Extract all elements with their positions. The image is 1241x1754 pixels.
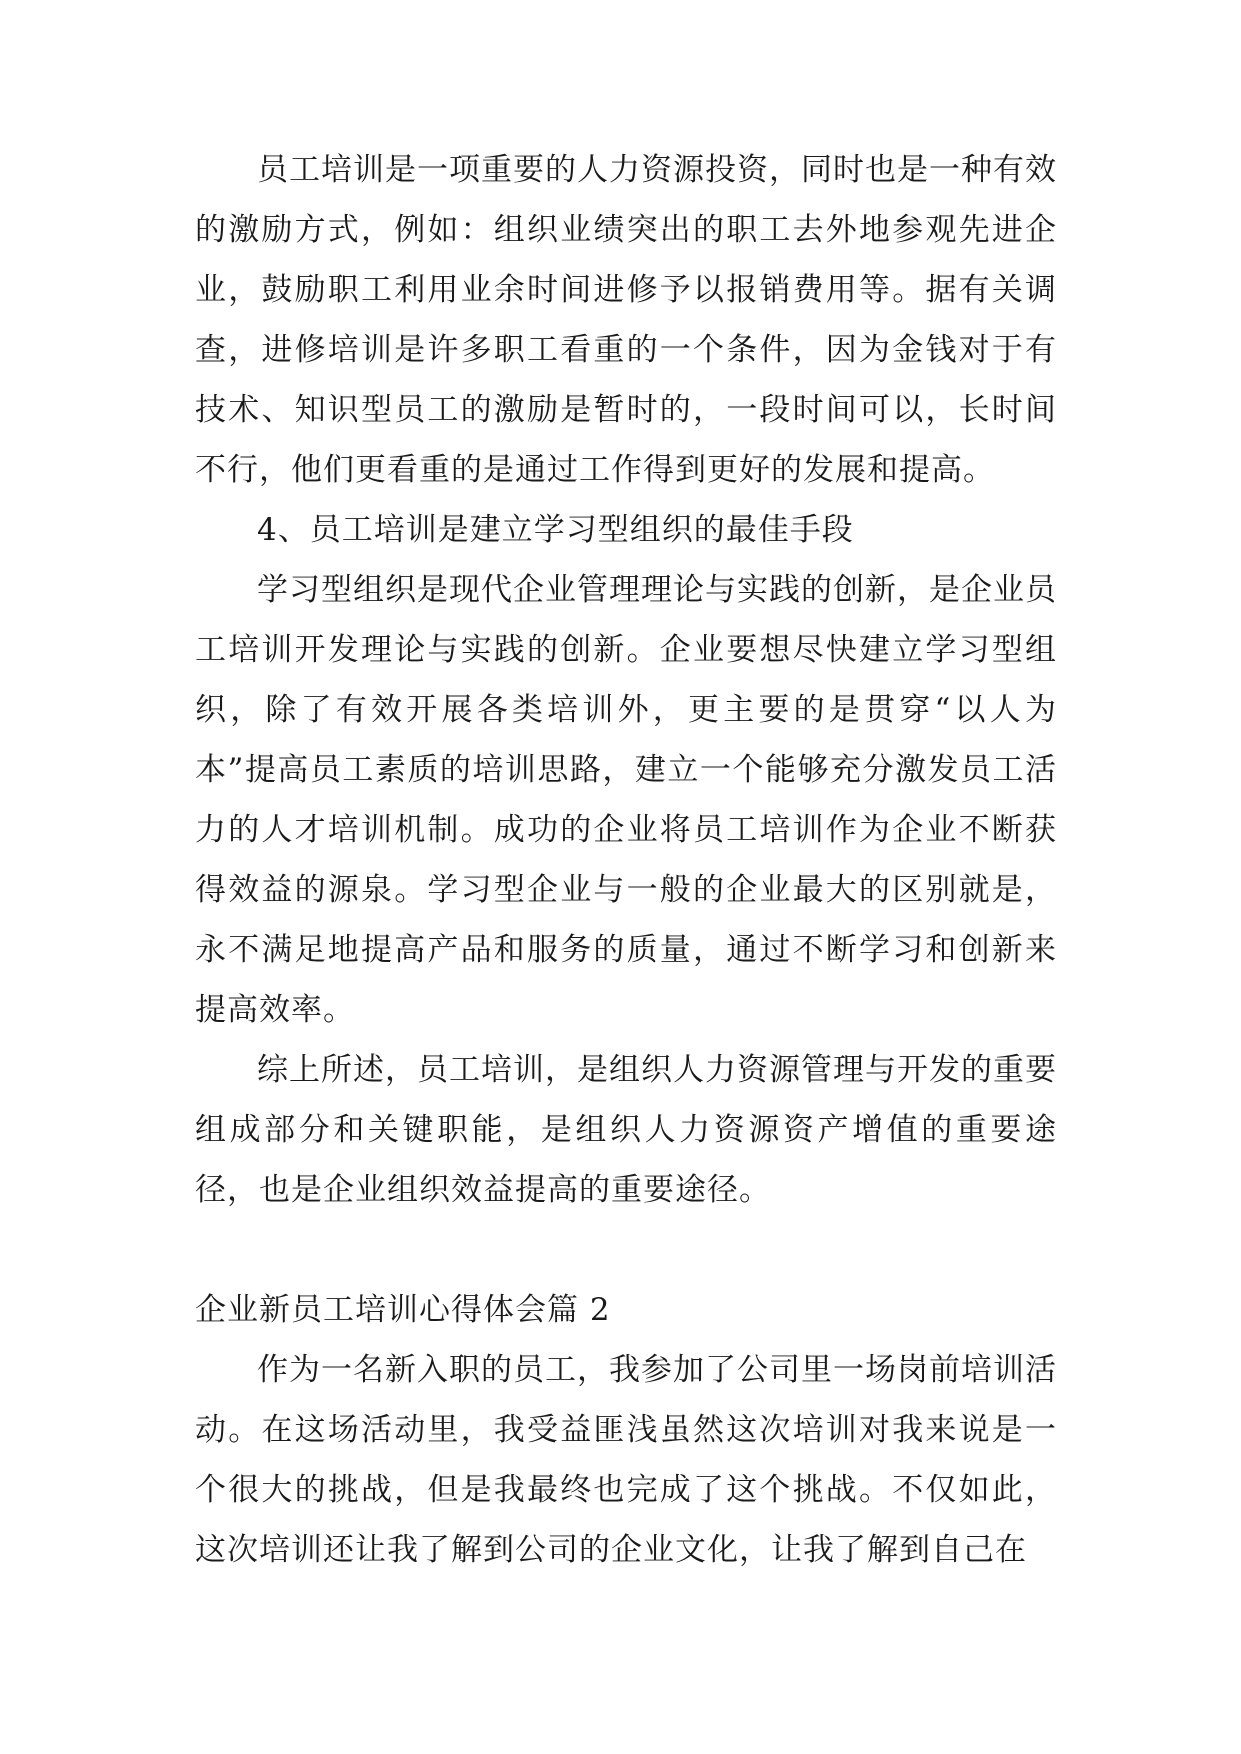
section-title: 企业新员工培训心得体会篇 2	[195, 1292, 611, 1328]
paragraph-summary: 综上所述，员工培训，是组织人力资源管理与开发的重要组成部分和关键职能，是组织人力资源资产增值的重要途径，也是企业组织效益提高的重要途径。	[195, 1052, 1057, 1208]
paragraph-training-investment: 员工培训是一项重要的人力资源投资，同时也是一种有效的激励方式，例如：组织业绩突出的职工去外地参观先进企业，鼓励职工利用业余时间进修予以报销费用等。据有关调查，进修培训是许多职工看重的一个条件，因为金钱对于有技术、知识型员工的激励是暂时的，一段时间可以，长时间不行，他们更看重的是通过工作得到更好的发展和提高。	[195, 152, 1057, 488]
section-gap	[195, 1220, 1057, 1280]
paragraph-learning-organization: 学习型组织是现代企业管理理论与实践的创新，是企业员工培训开发理论与实践的创新。企业要想尽快建立学习型组织，除了有效开展各类培训外，更主要的是贯穿“以人为本”提高员工素质的培训思路，建立一个能够充分激发员工活力的人才培训机制。成功的企业将员工培训作为企业不断获得效益的源泉。学习型企业与一般的企业最大的区别就是，永不满足地提高产品和服务的质量，通过不断学习和创新来提高效率。	[195, 572, 1057, 1028]
heading-learning-organization: 4、员工培训是建立学习型组织的最佳手段	[257, 512, 854, 548]
document-body	[195, 140, 1057, 1580]
paragraph-new-employee: 作为一名新入职的员工，我参加了公司里一场岗前培训活动。在这场活动里，我受益匪浅虽然这次培训对我来说是一个很大的挑战，但是我最终也完成了这个挑战。不仅如此，这次培训还让我了解到公司的企业文化，让我了解到自己在	[195, 1352, 1057, 1568]
